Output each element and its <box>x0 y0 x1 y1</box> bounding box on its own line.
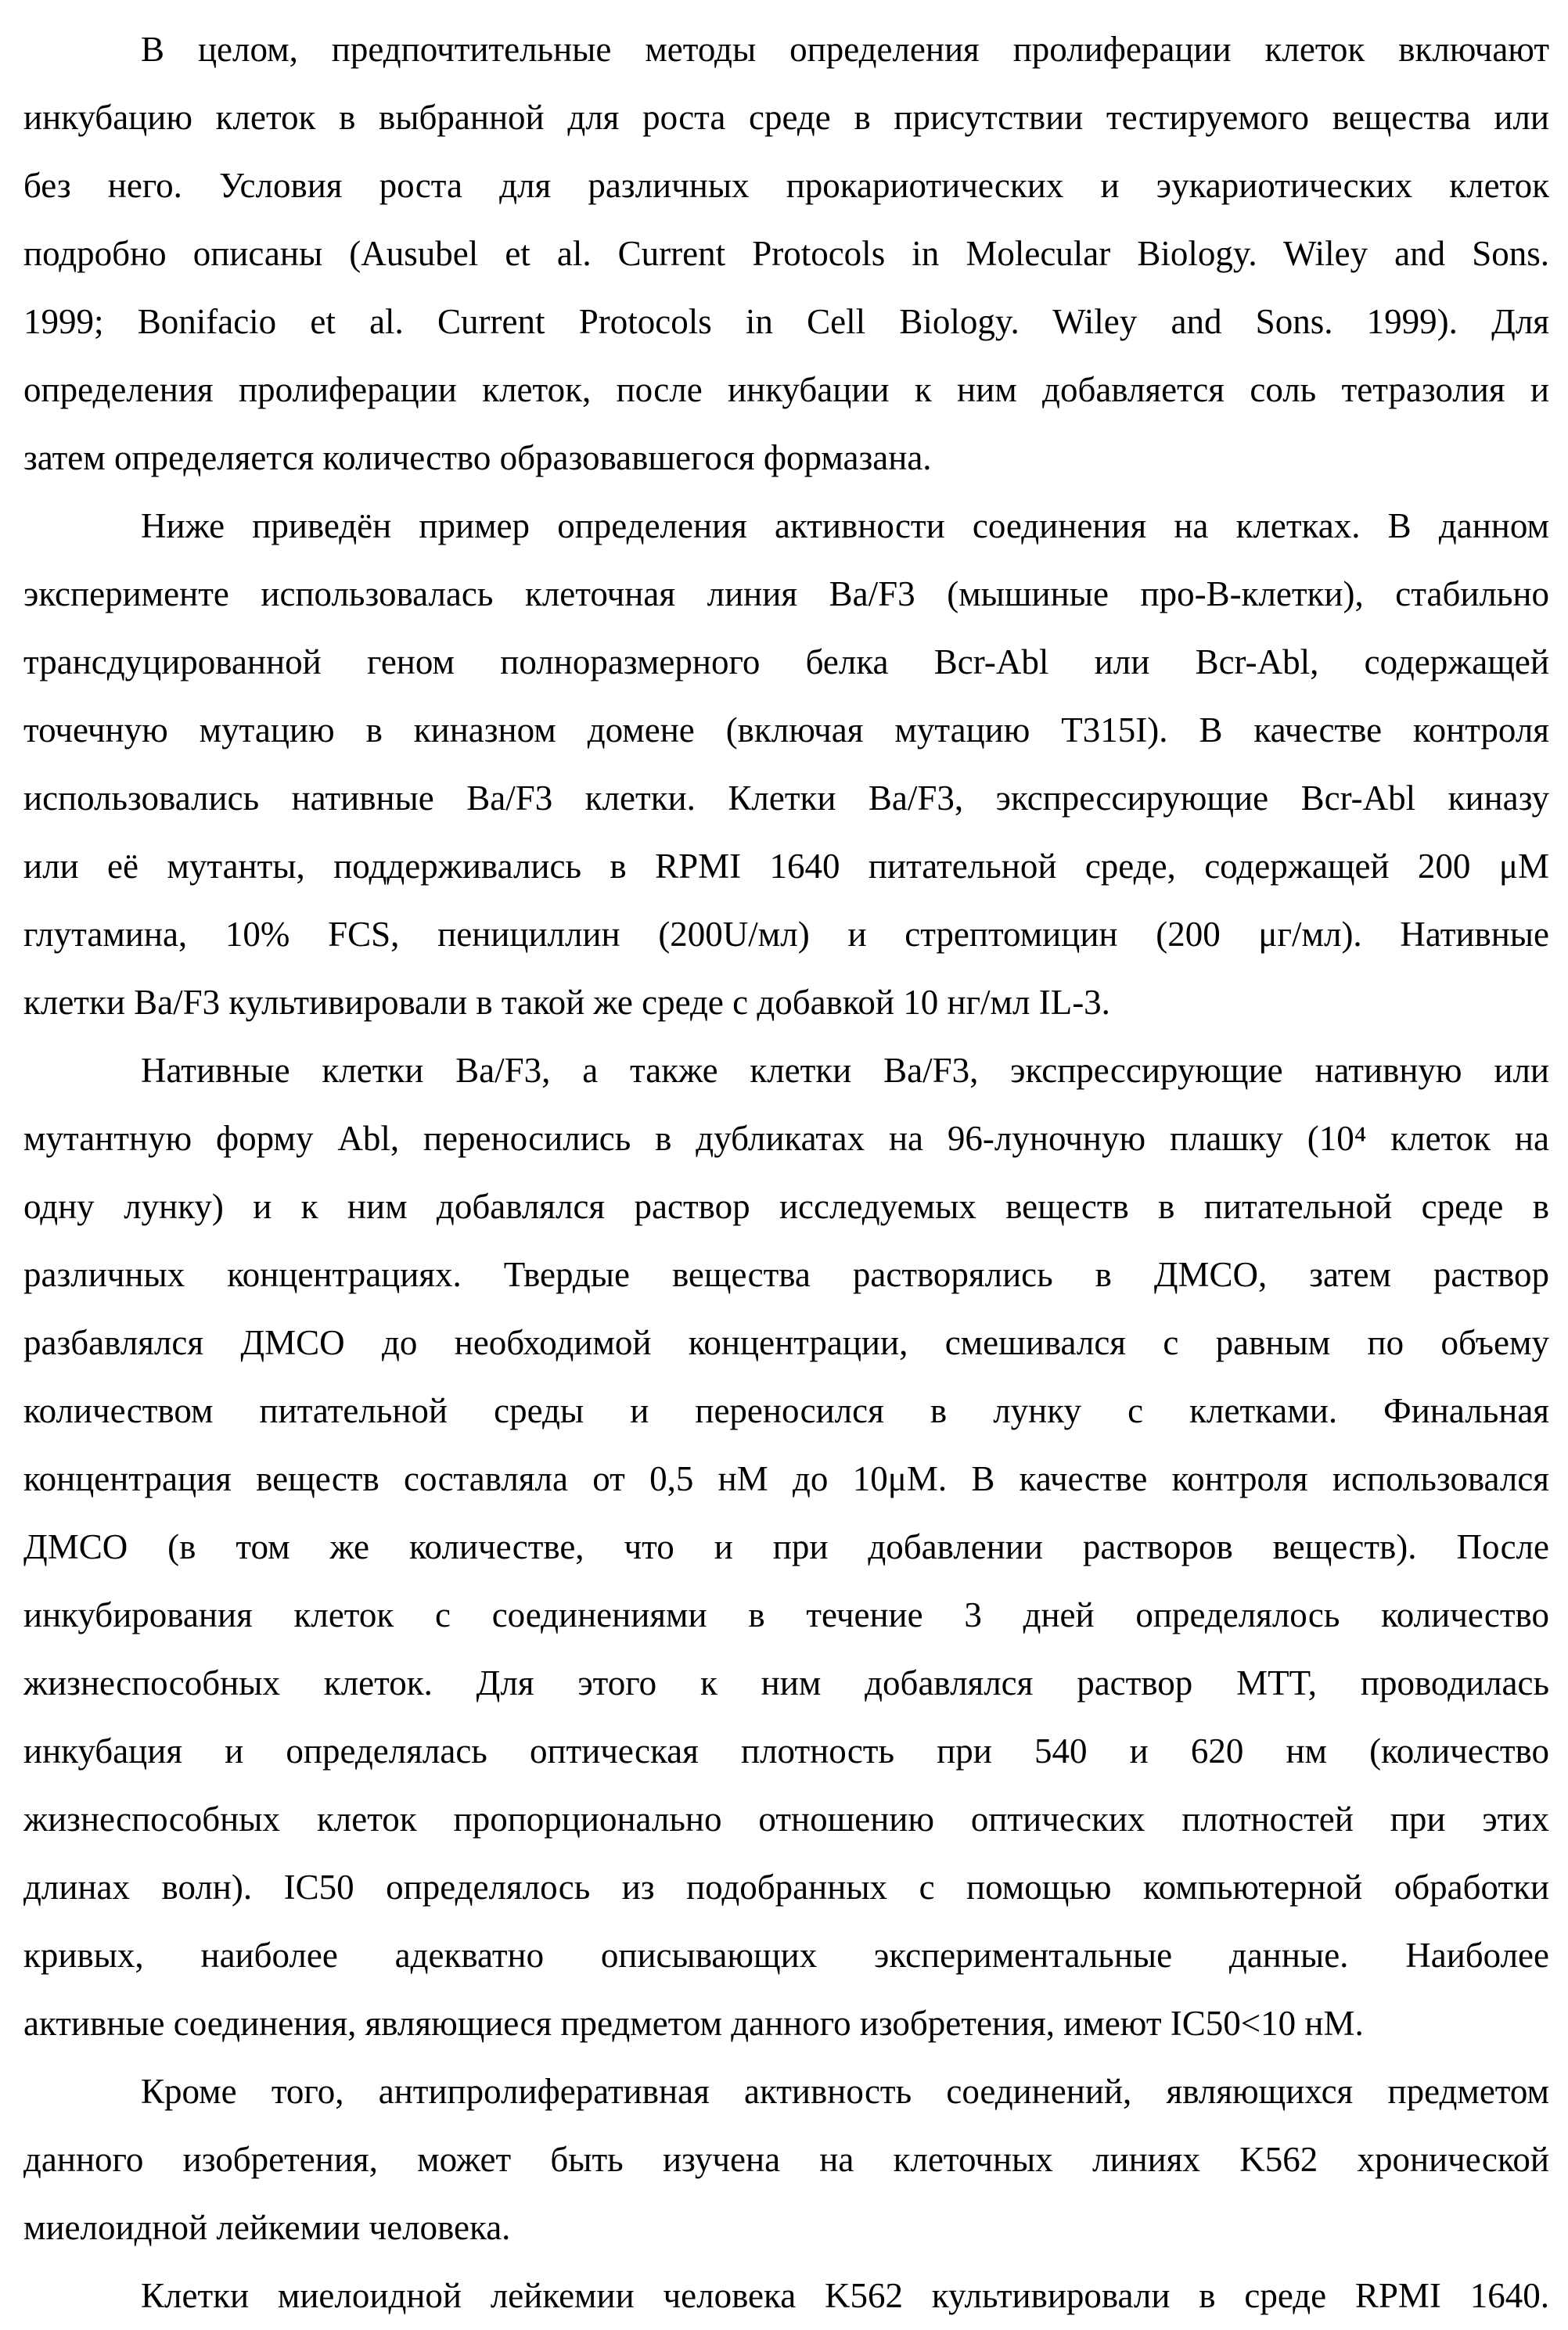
text-line: ДМСО (в том же количестве, что и при добавлении растворов веществ). После <box>23 1527 1549 1566</box>
text-line: разбавлялся ДМСО до необходимой концентрации, смешивался с равным по объему <box>23 1323 1549 1362</box>
text-line: кривых, наиболее адекватно описывающих экспериментальные данные. Наиболее <box>23 1936 1549 1975</box>
text-line: концентрация веществ составляла от 0,5 нМ до 10μМ. В качестве контроля использовался <box>23 1459 1549 1498</box>
text-line: инкубация и определялась оптическая плотность при 540 и 620 нм (количество <box>23 1731 1549 1771</box>
paragraph <box>23 492 1549 1037</box>
text-line: жизнеспособных клеток. Для этого к ним добавлялся раствор MTT, проводилась <box>23 1663 1549 1703</box>
text-line: определения пролиферации клеток, после инкубации к ним добавляется соль тетразолия и <box>23 370 1549 409</box>
text-line: глутамина, 10% FCS, пенициллин (200U/мл) и стрептомицин (200 μг/мл). Нативные <box>23 915 1549 954</box>
text-line: различных концентрациях. Твердые вещества растворялись в ДМСО, затем раствор <box>23 1255 1549 1294</box>
text-line: 1999; Bonifacio et al. Current Protocols in Cell Biology. Wiley and Sons. 1999). Для <box>23 302 1549 341</box>
paragraph <box>23 16 1549 492</box>
paragraph <box>23 1037 1549 2058</box>
text-line: использовались нативные Ba/F3 клетки. Клетки Ba/F3, экспрессирующие Bcr-Abl киназу <box>23 778 1549 818</box>
text-line: длинах волн). IC50 определялось из подобранных с помощью компьютерной обработки <box>23 1868 1549 1907</box>
text-line: Нативные клетки Ba/F3, а также клетки Ba/F3, экспрессирующие нативную или <box>141 1051 1549 1090</box>
text-line: инкубацию клеток в выбранной для роста среде в присутствии тестируемого вещества или <box>23 98 1549 137</box>
text-line: жизнеспособных клеток пропорционально отношению оптических плотностей при этих <box>23 1800 1549 1839</box>
paragraph <box>23 2058 1549 2262</box>
text-line: мутантную форму Abl, переносились в дубликатах на 96-луночную плашку (10⁴ клеток на <box>23 1119 1549 1158</box>
text-line: точечную мутацию в киназном домене (включая мутацию T315I). В качестве контроля <box>23 710 1549 750</box>
text-line: Кроме того, антипролиферативная активность соединений, являющихся предметом <box>141 2072 1549 2111</box>
text-line: инкубирования клеток с соединениями в течение 3 дней определялось количество <box>23 1595 1549 1634</box>
text-line: клетки Ba/F3 культивировали в такой же среде с добавкой 10 нг/мл IL-3. <box>23 983 1110 1022</box>
paragraph <box>23 2262 1549 2330</box>
text-line: миелоидной лейкемии человека. <box>23 2208 511 2247</box>
text-line: Клетки миелоидной лейкемии человека K562 культивировали в среде RPMI 1640. <box>141 2276 1549 2315</box>
text-line: Ниже приведён пример определения активности соединения на клетках. В данном <box>141 506 1549 545</box>
text-line: затем определяется количество образовавшегося формазана. <box>23 438 932 477</box>
text-line: эксперименте использовалась клеточная линия Ba/F3 (мышиные про-B-клетки), стабильно <box>23 574 1549 613</box>
text-line: или её мутанты, поддерживались в RPMI 1640 питательной среде, содержащей 200 μМ <box>23 847 1549 886</box>
text-line: одну лунку) и к ним добавлялся раствор исследуемых веществ в питательной среде в <box>23 1187 1549 1226</box>
text-line: трансдуцированной геном полноразмерного белка Bcr-Abl или Bcr-Abl, содержащей <box>23 642 1549 681</box>
text-line: количеством питательной среды и переносился в лунку с клетками. Финальная <box>23 1391 1549 1430</box>
text-line: подробно описаны (Ausubel et al. Current Protocols in Molecular Biology. Wiley and Sons. <box>23 234 1549 273</box>
text-line: без него. Условия роста для различных прокариотических и эукариотических клеток <box>23 166 1549 205</box>
text-line: данного изобретения, может быть изучена на клеточных линиях K562 хронической <box>23 2140 1549 2179</box>
text-line: В целом, предпочтительные методы определения пролиферации клеток включают <box>141 30 1549 69</box>
text-line: активные соединения, являющиеся предметом данного изобретения, имеют IC50<10 нМ. <box>23 2004 1364 2043</box>
